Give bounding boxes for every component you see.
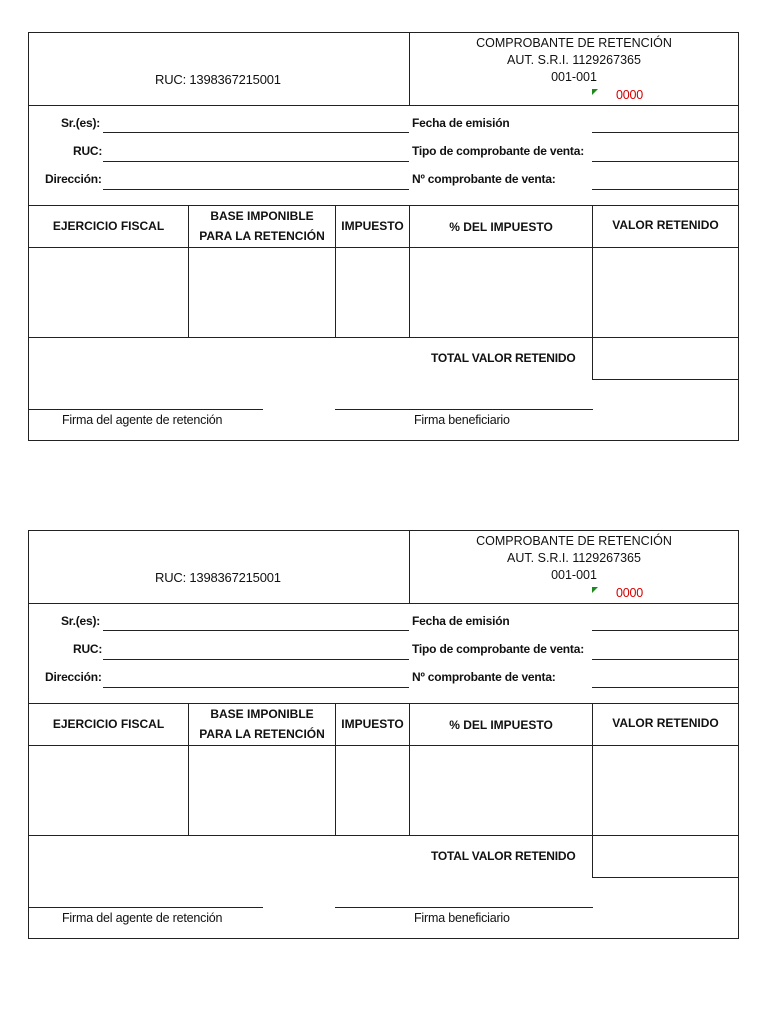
beneficiary-signature-line[interactable] — [335, 409, 593, 410]
field-label-client: Sr.(es): — [61, 614, 101, 628]
retention-voucher-2 — [28, 530, 739, 939]
total-withheld-cell[interactable] — [593, 836, 738, 877]
client-ruc-line[interactable] — [103, 659, 409, 660]
agent-signature-label: Firma del agente de retención — [62, 413, 223, 427]
voucher-title-block — [410, 533, 738, 584]
voucher-number: 0000 — [616, 88, 644, 102]
issue-date-line[interactable] — [592, 132, 738, 133]
col-taxable-base: BASE IMPONIBLE PARA LA RETENCIÓN — [199, 209, 325, 243]
client-address-line[interactable] — [103, 687, 409, 688]
agent-signature-line[interactable] — [29, 907, 263, 908]
col-fiscal-year: EJERCICIO FISCAL — [52, 219, 165, 233]
sri-authorization: AUT. S.R.I. 1129267365 — [507, 53, 641, 67]
col-tax-percent: % DEL IMPUESTO — [449, 220, 553, 234]
voucher-number: 0000 — [616, 586, 644, 600]
total-withheld-label: TOTAL VALOR RETENIDO — [431, 849, 576, 863]
voucher-title-block — [410, 35, 738, 86]
voucher-title: COMPROBANTE DE RETENCIÓN — [476, 534, 672, 548]
voucher-series: 001-001 — [551, 568, 597, 582]
client-name-line[interactable] — [103, 132, 409, 133]
field-label-ruc: RUC: — [73, 642, 103, 656]
sale-voucher-type-line[interactable] — [592, 659, 738, 660]
issuer-ruc: RUC: 1398367215001 — [155, 72, 281, 87]
beneficiary-signature-label: Firma beneficiario — [414, 911, 510, 925]
voucher-series: 001-001 — [551, 70, 597, 84]
total-withheld-label: TOTAL VALOR RETENIDO — [431, 351, 576, 365]
corner-marker-icon — [592, 587, 598, 593]
client-name-line[interactable] — [103, 630, 409, 631]
field-label-ruc: RUC: — [73, 144, 103, 158]
field-label-issue-date: Fecha de emisión — [412, 614, 510, 628]
retention-voucher-1 — [28, 32, 739, 441]
col-tax: IMPUESTO — [341, 219, 404, 233]
issuer-ruc: RUC: 1398367215001 — [155, 570, 281, 585]
sri-authorization: AUT. S.R.I. 1129267365 — [507, 551, 641, 565]
client-address-line[interactable] — [103, 189, 409, 190]
total-withheld-cell[interactable] — [593, 338, 738, 379]
client-ruc-line[interactable] — [103, 161, 409, 162]
col-withheld-value: VALOR RETENIDO — [612, 218, 719, 232]
col-taxable-base: BASE IMPONIBLE PARA LA RETENCIÓN — [199, 707, 325, 741]
field-label-sale-voucher-type: Tipo de comprobante de venta: — [412, 642, 585, 656]
col-tax: IMPUESTO — [341, 717, 404, 731]
agent-signature-line[interactable] — [29, 409, 263, 410]
field-label-address: Dirección: — [45, 670, 102, 684]
issue-date-line[interactable] — [592, 630, 738, 631]
sale-voucher-number-line[interactable] — [592, 687, 738, 688]
col-fiscal-year: EJERCICIO FISCAL — [52, 717, 165, 731]
sale-voucher-type-line[interactable] — [592, 161, 738, 162]
beneficiary-signature-line[interactable] — [335, 907, 593, 908]
field-label-sale-voucher-number: Nº comprobante de venta: — [412, 670, 556, 684]
col-withheld-value: VALOR RETENIDO — [612, 716, 719, 730]
beneficiary-signature-label: Firma beneficiario — [414, 413, 510, 427]
field-label-address: Dirección: — [45, 172, 102, 186]
field-label-sale-voucher-number: Nº comprobante de venta: — [412, 172, 556, 186]
col-tax-percent: % DEL IMPUESTO — [449, 718, 553, 732]
sale-voucher-number-line[interactable] — [592, 189, 738, 190]
corner-marker-icon — [592, 89, 598, 95]
voucher-title: COMPROBANTE DE RETENCIÓN — [476, 36, 672, 50]
field-label-issue-date: Fecha de emisión — [412, 116, 510, 130]
field-label-client: Sr.(es): — [61, 116, 101, 130]
field-label-sale-voucher-type: Tipo de comprobante de venta: — [412, 144, 585, 158]
agent-signature-label: Firma del agente de retención — [62, 911, 223, 925]
